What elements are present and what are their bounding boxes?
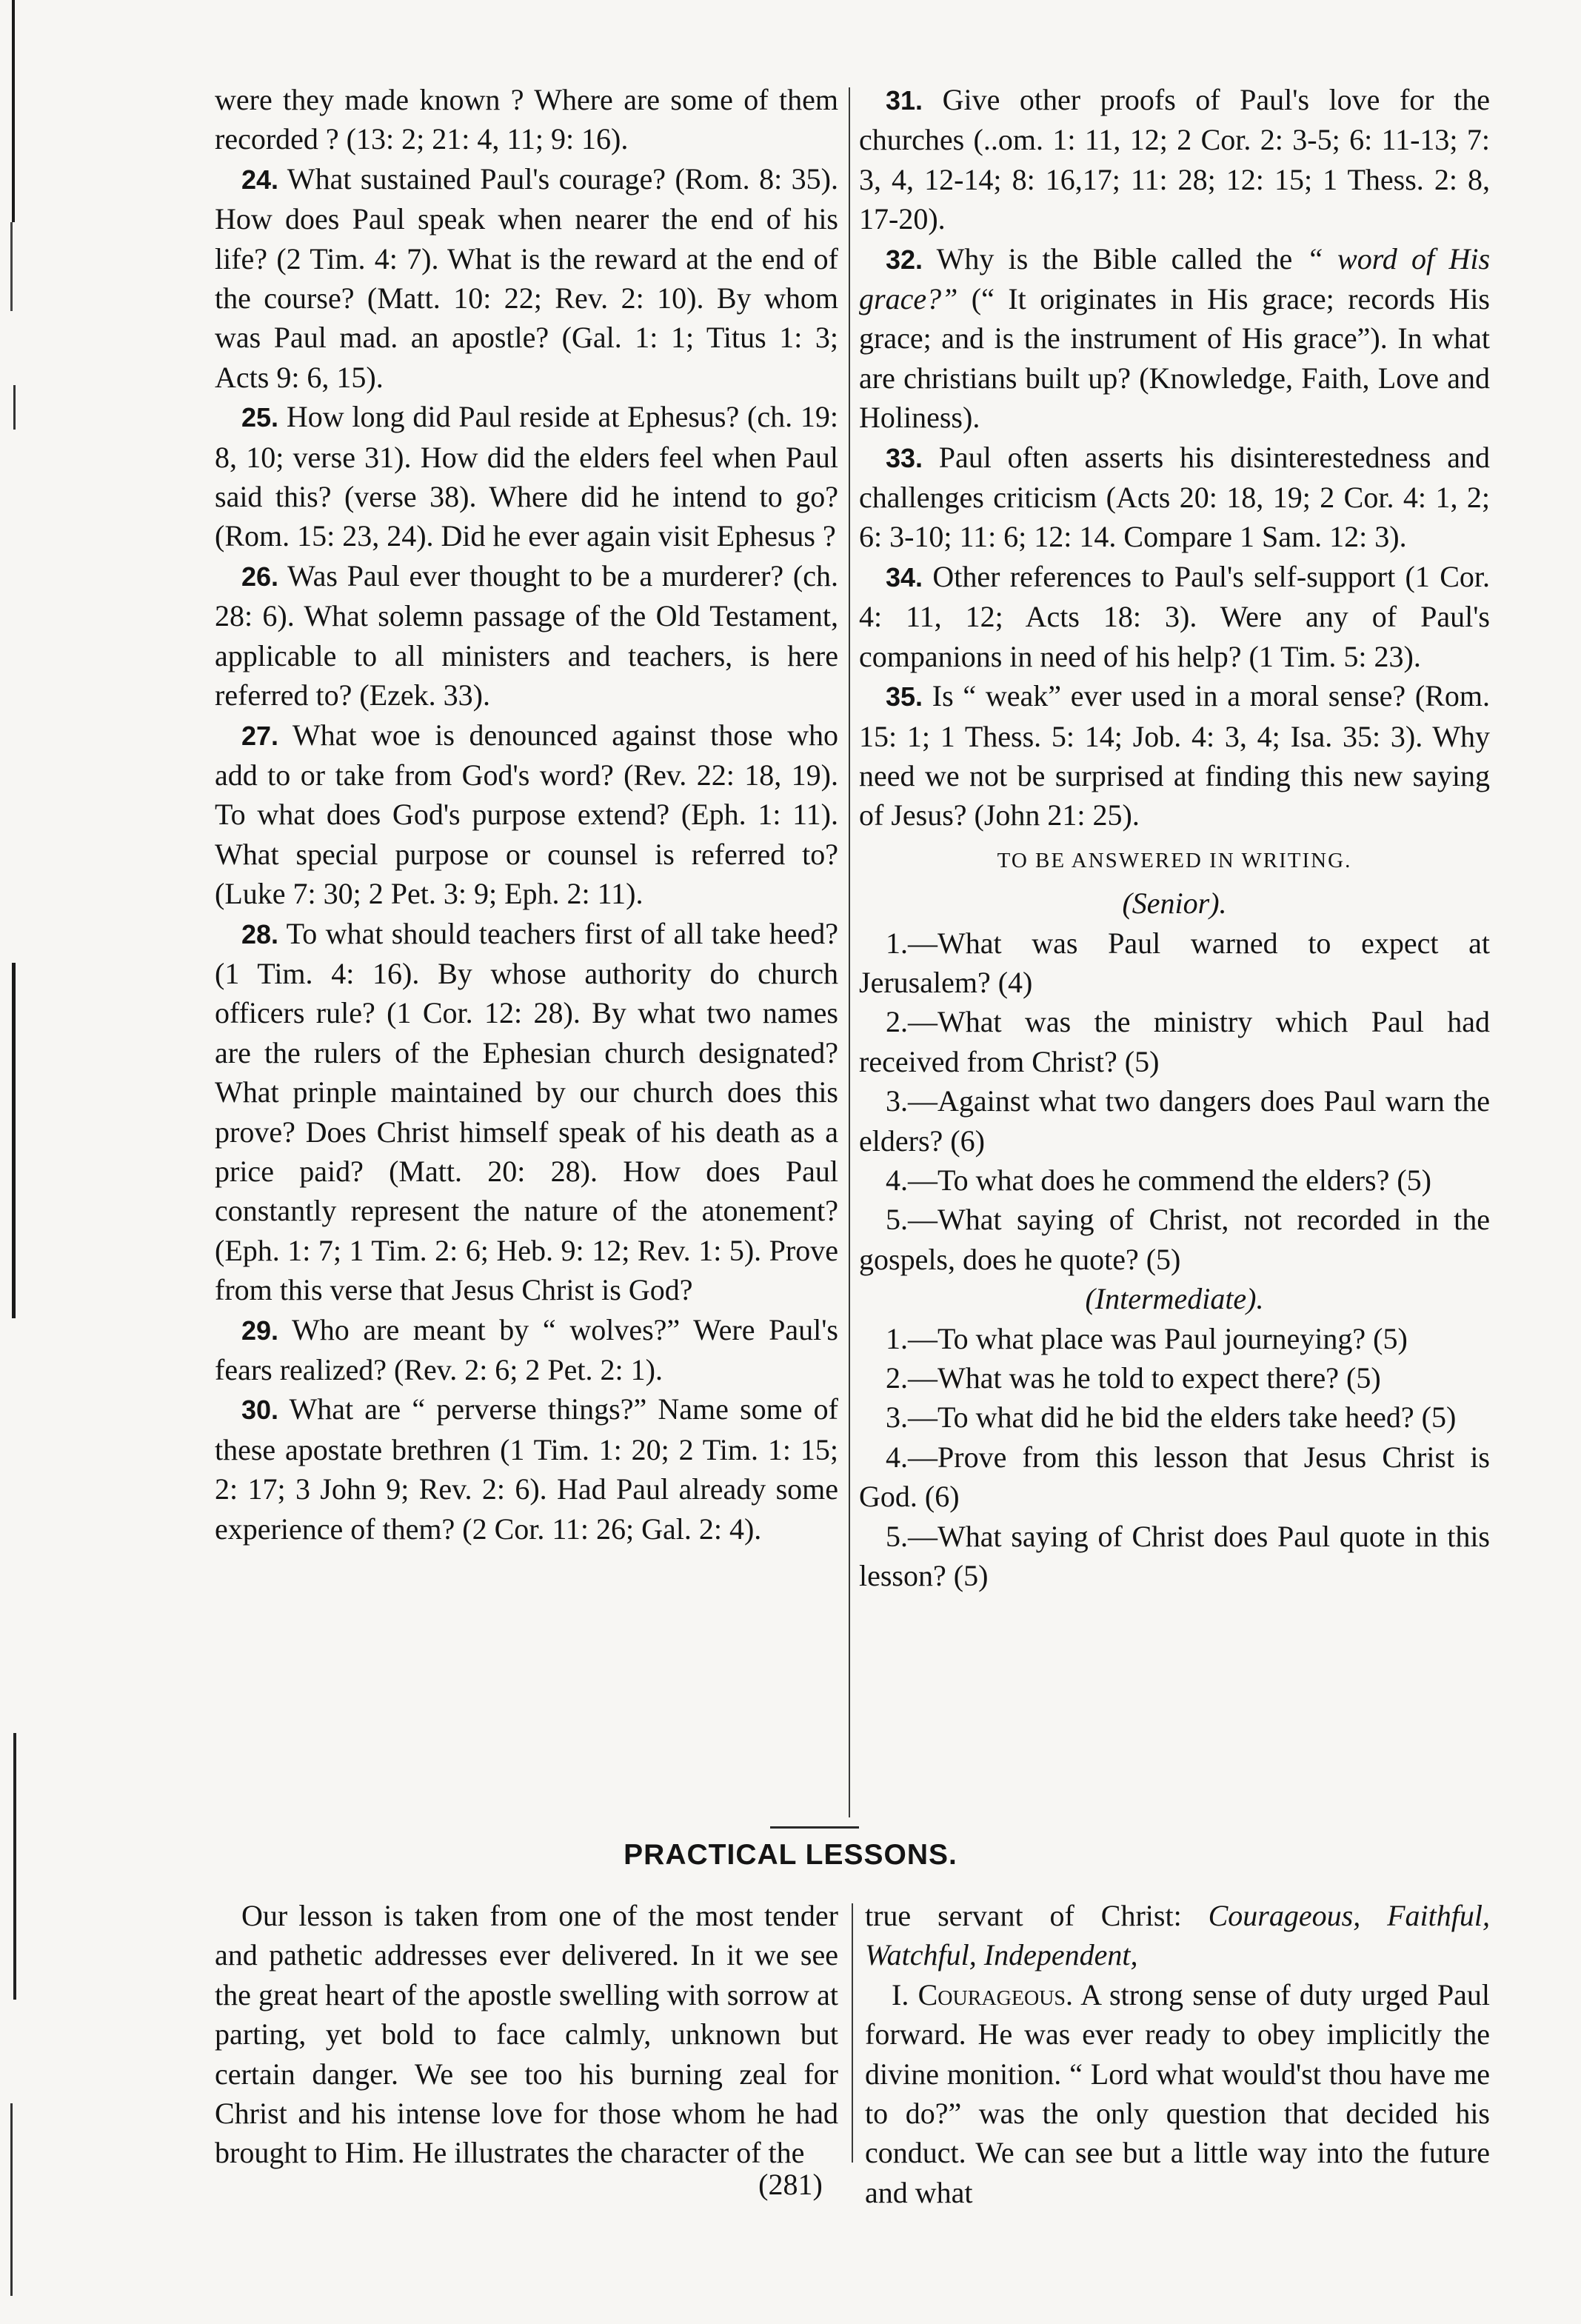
question-number: 29. — [241, 1315, 279, 1346]
practical-left-column — [215, 1896, 838, 2173]
practical-right-column — [865, 1896, 1490, 2212]
senior-question-2: 2.—What was the ministry which Paul had received from Christ? (5) — [859, 1005, 1490, 1078]
question-number: 27. — [241, 720, 279, 751]
question-text: Paul often asserts his disinterestedness and challenges criticism (Acts 20: 18, 19; 2 Cor. 4: 1, 2; 6: 3-10; 11: 6; 12: 14. Compare 1 Sam. 12: 3). — [859, 440, 1490, 554]
writing-section-heading: TO BE ANSWERED IN WRITING. — [997, 848, 1352, 872]
intermediate-question-1: 1.—To what place was Paul journeying? (5) — [886, 1321, 1408, 1355]
senior-question-3: 3.—Against what two dangers does Paul warn the elders? (6) — [859, 1084, 1490, 1158]
question-24 — [215, 159, 838, 397]
question-text: What sustained Paul's courage? (Rom. 8: 35). How does Paul speak when nearer the end of his life? (2 Tim. 4: 7). What is the reward at the end of the course? (Matt. 10: 22; Rev. 2: 10). By whom was Paul mad. an apostle? (Gal. 1: 1; Titus 1: 3; Acts 9: 6, 15). — [215, 161, 838, 394]
continued-question: were they made known ? Where are some of them recorded ? (13: 2; 21: 4, 11; 9: 16). — [215, 83, 838, 156]
question-number: 31. — [886, 85, 923, 116]
practical-traits-lead: true servant of Christ: — [865, 1899, 1182, 1932]
intermediate-question-2: 2.—What was he told to expect there? (5) — [886, 1361, 1381, 1395]
scan-edge-artifact — [9, 0, 28, 2324]
point-number: I. — [892, 1977, 909, 2011]
section-divider — [770, 1826, 859, 1829]
senior-question-5: 5.—What saying of Christ, not recorded in the gospels, does he quote? (5) — [859, 1203, 1490, 1276]
question-text: Who are meant by “ wolves?” Were Paul's fears realized? (Rev. 2: 6; 2 Pet. 2: 1). — [215, 1312, 838, 1386]
right-column — [859, 80, 1490, 1595]
question-26 — [215, 556, 838, 715]
question-35 — [859, 676, 1490, 835]
question-number: 26. — [241, 561, 279, 592]
point-keyword: Courageous. — [909, 1977, 1073, 2011]
question-25 — [215, 397, 838, 556]
question-text: To what should teachers first of all take heed? (1 Tim. 4: 16). By whose authority do church officers rule? (1 Cor. 12: 28). By what two names are the rulers of the Ephesian church designated? What prinple maintained by our church does this prove? Does Christ himself speak of his death as a price paid? (Matt. 20: 28). How does Paul constantly represent the nature of the atonement? (Eph. 1: 7; 1 Tim. 2: 6; Heb. 9: 12; Rev. 1: 5). Prove from this verse that Jesus Christ is God? — [215, 916, 838, 1307]
intermediate-question-4: 4.—Prove from this lesson that Jesus Christ is God. (6) — [859, 1440, 1490, 1514]
question-number: 34. — [886, 561, 923, 592]
practical-traits-line — [865, 1896, 1490, 1975]
question-text: Why is the Bible called the — [923, 241, 1293, 276]
question-number: 30. — [241, 1395, 279, 1426]
practical-intro: Our lesson is taken from one of the most tender and pathetic addresses ever delivered. In it we see the great heart of the apostle swelling with sorrow at parting, yet bold to face calmly, unknown but certain danger. We see too his burning zeal for Christ and his intense love for those whom he had brought to Him. He illustrates the character of the — [215, 1899, 838, 2170]
question-text: Give other proofs of Paul's love for the churches (..om. 1: 11, 12; 2 Cor. 2: 3-5; 6: 11-13; 7: 3, 4, 12-14; 8: 16,17; 11: 28; 12: 15; 1 Thess. 2: 8, 17-20). — [859, 83, 1490, 236]
question-34 — [859, 557, 1490, 676]
question-number: 33. — [886, 442, 923, 473]
question-italic-text: “ word of His grace?” — [859, 241, 1491, 316]
page-number: (281) — [758, 2168, 823, 2201]
question-text: How long did Paul reside at Ephesus? (ch. 19: 8, 10; verse 31). How did the elders feel when Paul said this? (verse 38). Where did he intend to go? (Rom. 15: 23, 24). Did he ever again visit Ephesus ? — [215, 400, 838, 553]
question-31 — [859, 80, 1490, 239]
question-number: 35. — [886, 681, 923, 712]
intermediate-label: (Intermediate). — [1085, 1282, 1264, 1316]
question-29 — [215, 1310, 838, 1390]
question-30 — [215, 1389, 838, 1549]
point-text: A strong sense of duty urged Paul forward. He was ever ready to obey implicitly the divine monition. “ Lord what would'st thou have me to do?” was the only question that decided his conduct. We can see but a little way into the future and what — [865, 1977, 1491, 2209]
left-column — [215, 80, 838, 1549]
intermediate-question-5: 5.—What saying of Christ does Paul quote in this lesson? (5) — [859, 1519, 1490, 1593]
intermediate-question-3: 3.—To what did he bid the elders take heed? (5) — [886, 1400, 1457, 1435]
column-divider — [849, 87, 850, 1817]
question-28 — [215, 914, 838, 1310]
senior-label: (Senior). — [1122, 886, 1227, 921]
question-27 — [215, 715, 838, 914]
question-text: What are “ perverse things?” Name some of these apostate brethren (1 Tim. 1: 20; 2 Tim. 1: 15; 2: 17; 3 John 9; Rev. 2: 6). Had Paul already some experience of them? (2 Cor. 11: 26; Gal. 2: 4). — [215, 1392, 838, 1546]
practical-lessons-heading: PRACTICAL LESSONS. — [624, 1839, 957, 1871]
question-text: Is “ weak” ever used in a moral sense? (Rom. 15: 1; 1 Thess. 5: 14; Job. 4: 3, 4; Isa. 35: 3). Why need we not be surprised at finding this new saying of Jesus? (John 21: 25). — [859, 679, 1490, 832]
question-number: 32. — [886, 244, 923, 275]
question-number: 25. — [241, 402, 279, 433]
question-text: Was Paul ever thought to be a murderer? (ch. 28: 6). What solemn passage of the Old Testament, applicable to all ministers and teachers, is here referred to? (Ezek. 33). — [215, 558, 838, 712]
question-32 — [859, 239, 1490, 438]
practical-traits: Courageous, Faithful, Watchful, Independent, — [865, 1899, 1491, 1972]
question-33 — [859, 438, 1490, 557]
senior-question-1: 1.—What was Paul warned to expect at Jerusalem? (4) — [859, 926, 1490, 999]
question-number: 24. — [241, 164, 279, 195]
question-text: What woe is denounced against those who add to or take from God's word? (Rev. 22: 18, 19). To what does God's purpose extend? (Eph. 1: 11). What special purpose or counsel is referred to? (Luke 7: 30; 2 Pet. 3: 9; Eph. 2: 11). — [215, 718, 838, 911]
question-number: 28. — [241, 918, 279, 949]
question-text: Other references to Paul's self-support (1 Cor. 4: 11, 12; Acts 18: 3). Were any of Paul's companions in need of his help? (1 Tim. 5: 23). — [859, 559, 1490, 673]
question-text-cont: (“ It originates in His grace; records His grace; and is the instrument of His grace”). In what are christians built up? (Knowledge, Faith, Love and Holiness). — [859, 282, 1490, 435]
senior-question-4: 4.—To what does he commend the elders? (5) — [886, 1163, 1431, 1197]
practical-column-divider — [852, 1903, 853, 2163]
